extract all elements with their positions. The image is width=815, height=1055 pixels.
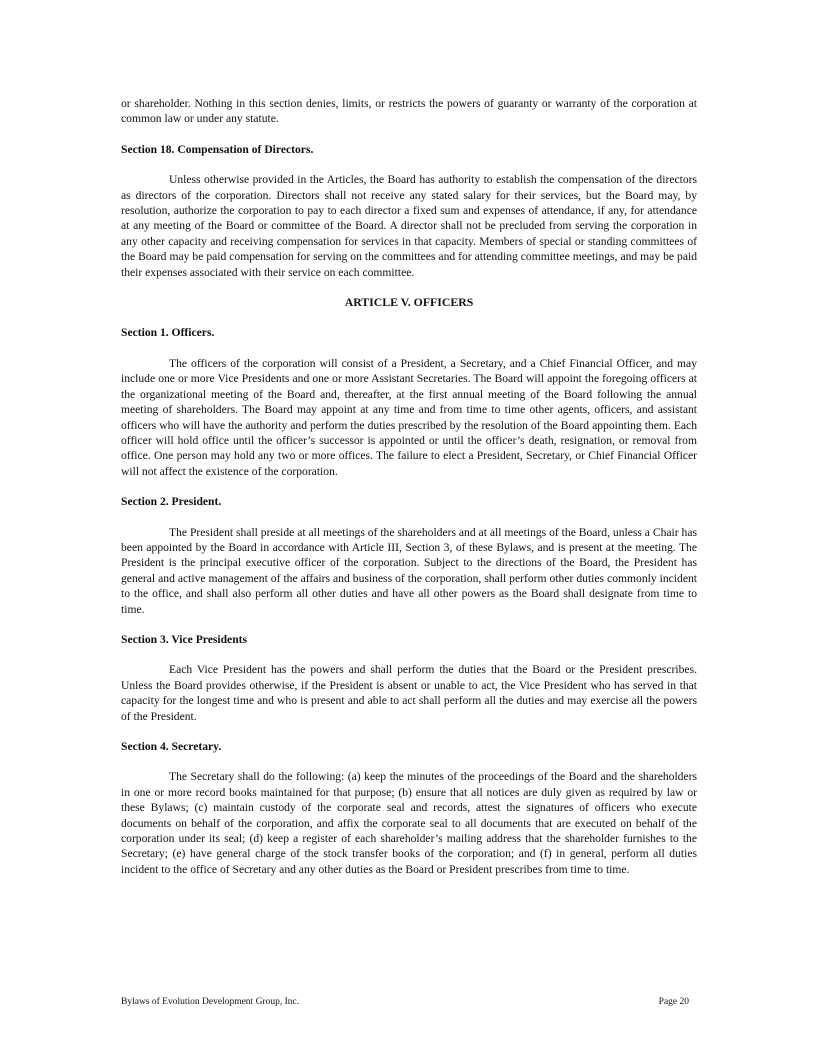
officers-heading: Section 1. Officers. (121, 326, 215, 340)
footer-page-number: Page 20 (658, 997, 689, 1007)
secretary-heading: Section 4. Secretary. (121, 740, 222, 753)
secretary-body: The Secretary shall do the following: (a) keep the minutes of the proceedings of the Board and the shareholders in one or more record books maintained for that purpose; (b) ensure that all notices are duly given as required by law or these Bylaws; (c) maintain custody of the corporate seal and records, attest the signatures of officers who execute documents on behalf of the corporation, and affix the corporate seal to all documents that are executed on behalf of the corporation under its seal; (d) keep a register of each shareholder’s mailing address that the shareholder furnishes to the Secretary; (e) have general charge of the stock transfer books of the corporation; and (f) in general, perform all duties incident to the office of Secretary and any other duties as the Board or President prescribes from time to time. (121, 770, 697, 876)
president-heading: Section 2. President. (121, 495, 222, 509)
section-18-heading: Section 18. Compensation of Directors. (121, 142, 314, 156)
article-title: ARTICLE V. OFFICERS (344, 295, 474, 310)
officers-body: The officers of the corporation will consist of a President, a Secretary, and a Chief Financial Officer, and may include one or more Vice Presidents and one or more Assistant Secretaries. The Board will appoint the foregoing officers at the organizational meeting of the Board and, thereafter, at the first annual meeting of the Board following the annual meeting of shareholders. The Board may appoint at any time and from time to time other agents, officers, and assistant officers who will have the authority and perform the duties prescribed by the resolution of the Board appointing them. Each officer will hold office until the officer’s successor is appointed or until the officer’s death, resignation, or removal from office. One person may hold any two or more offices. The failure to elect a President, Secretary, or Chief Financial Officer will not affect the existence of the corporation. (121, 356, 697, 478)
page-footer (121, 996, 697, 1008)
president-body: The President shall preside at all meetings of the shareholders and at all meetings of the Board, unless a Chair has been appointed by the Board in accordance with Article III, Section 3, of these Bylaws, and is present at the meeting. The President is the principal executive officer of the corporation. Subject to the directions of the Board, the President has general and active management of the affairs and business of the corporation, shall perform other duties commonly incident to the office, and shall also perform all other duties and have all other powers as the Board shall designate from time to time. (121, 525, 697, 616)
continuation-paragraph: or shareholder. Nothing in this section denies, limits, or restricts the powers of guaranty or warranty of the corporation at common law or under any statute. (121, 97, 697, 126)
vice-presidents-body: Each Vice President has the powers and shall perform the duties that the Board or the President prescribes. Unless the Board provides otherwise, if the President is absent or unable to act, the Vice President who has served in that capacity for the longest time and who is present and able to act shall perform all the duties and may exercise all the powers of the President. (121, 663, 697, 723)
section-18-body: Unless otherwise provided in the Articles, the Board has authority to establish the compensation of the directors as directors of the corporation. Directors shall not receive any stated salary for their services, but the Board may, by resolution, authorize the corporation to pay to each director a fixed sum and expenses of attendance, if any, for attendance at any meeting of the Board or committee of the Board. A director shall not be precluded from serving the corporation in any other capacity and receiving compensation for services in that capacity. Members of special or standing committees of the Board may be paid compensation for serving on the committees and for attending committee meetings, and may be paid their expenses associated with their service on each committee. (121, 173, 697, 279)
vice-presidents-heading: Section 3. Vice Presidents (121, 632, 248, 646)
footer-document-title: Bylaws of Evolution Development Group, Inc. (121, 997, 300, 1007)
document-page (121, 96, 697, 877)
